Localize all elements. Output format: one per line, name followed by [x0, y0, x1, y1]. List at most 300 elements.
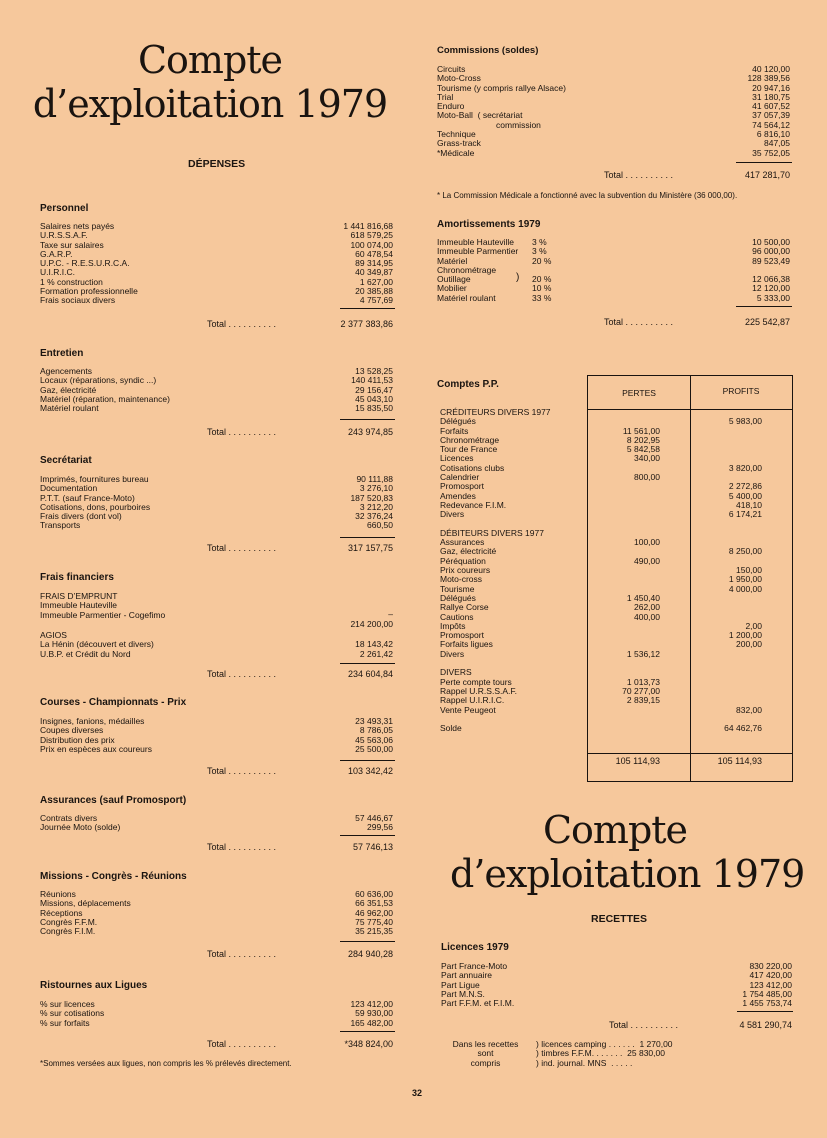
row-value: 140 411,53 — [351, 375, 393, 386]
row-label: Redevance F.I.M. — [440, 499, 507, 510]
row-label: Divers — [440, 509, 465, 520]
row-label: Part M.N.S. — [441, 988, 485, 999]
profits-cell: 1 200,00 — [728, 630, 762, 641]
row-label: Taxe sur salaires — [40, 239, 104, 250]
row-label: Contrats divers — [40, 813, 98, 823]
row-label: Matériel — [437, 255, 468, 266]
footnote: *Sommes versées aux ligues, non compris les % prélevés directement. — [40, 1059, 292, 1068]
row-label: Coupes diverses — [40, 725, 104, 736]
row-value: 29 156,47 — [355, 384, 393, 395]
row-value: 3 276,10 — [359, 483, 393, 494]
profits-cell: 6 174,21 — [728, 509, 762, 520]
row-value: 8 786,05 — [359, 725, 393, 736]
depenses-heading: DÉPENSES — [188, 158, 246, 170]
row-label: Congrès F.F.M. — [40, 916, 98, 927]
row-label: Gaz, électricité — [440, 546, 497, 557]
missions-total-label: Total . . . . . . . . . . — [207, 949, 277, 959]
row-label: Promosport — [440, 630, 484, 641]
licences-title: Licences 1979 — [441, 942, 509, 953]
profits-cell — [692, 427, 762, 436]
pertes-cell — [590, 501, 660, 510]
title2-line-2: d’exploitation 1979 — [450, 852, 805, 896]
row-value: 1 754 485,00 — [742, 988, 792, 999]
row-label: Technique — [437, 129, 476, 140]
row-label: Forfaits ligues — [440, 639, 493, 650]
pertes-cell: 340,00 — [634, 453, 660, 464]
row-label: Péréquation — [440, 555, 486, 566]
row-value: 20 385,88 — [355, 286, 393, 297]
row-label: Cautions — [440, 611, 474, 622]
row-value: 45 563,06 — [355, 734, 393, 745]
row-label: Immeuble Hauteville — [40, 600, 118, 611]
profits-cell: 2,00 — [745, 620, 762, 631]
profits-cell: 2 272,86 — [728, 481, 762, 492]
assurances-values — [300, 814, 393, 833]
profits-cell — [692, 603, 762, 612]
personnel-values — [300, 222, 393, 306]
row-value: 12 066,38 — [752, 274, 790, 285]
personnel-total: 2 377 383,86 — [340, 319, 393, 329]
licences-total-label: Total . . . . . . . . . . — [609, 1020, 679, 1030]
row-label: % sur forfaits — [40, 1017, 90, 1028]
row-label: Tourisme (y compris rallye Alsace) — [437, 82, 566, 93]
row-label: Rappel U.R.S.S.A.F. — [440, 685, 518, 696]
row-value: 6 816,10 — [756, 129, 790, 140]
column-divider — [690, 375, 691, 781]
pertes-header: PERTES — [622, 388, 656, 398]
divider — [340, 663, 395, 664]
row-value: 5 333,00 — [756, 292, 790, 303]
row-label: *Médicale — [437, 147, 475, 158]
licences-values — [700, 962, 792, 1008]
row-label: La Hénin (découvert et divers) — [40, 639, 154, 650]
comptes-pp-labels — [440, 408, 585, 733]
row-value: 32 376,24 — [355, 511, 393, 522]
row-label: P.T.T. (sauf France-Moto) — [40, 492, 135, 503]
row-value: 45 043,10 — [355, 393, 393, 404]
courses-title: Courses - Championnats - Prix — [40, 697, 187, 708]
row-label: Grass-track — [437, 138, 481, 149]
row-label: Réceptions — [40, 907, 83, 918]
row-label: DIVERS — [440, 667, 472, 678]
pertes-cell: 1 013,73 — [626, 676, 660, 687]
row-label: Tourisme — [440, 583, 475, 594]
row-label: U.P.C. - R.E.S.U.R.C.A. — [40, 258, 130, 269]
pertes-cell: 2 839,15 — [626, 695, 660, 706]
profits-cell: 8 250,00 — [728, 546, 762, 557]
row-label: Congrès F.I.M. — [40, 926, 96, 937]
licences-total: 4 581 290,74 — [739, 1020, 792, 1030]
row-value: 35 215,35 — [355, 926, 393, 937]
secretariat-title: Secrétariat — [40, 455, 92, 466]
missions-title: Missions - Congrès - Réunions — [40, 871, 187, 882]
row-value: 20 947,16 — [752, 82, 790, 93]
brace: ) — [516, 272, 520, 283]
row-label: Promosport — [440, 481, 484, 492]
profits-cell — [692, 668, 762, 677]
comptes-pp-title: Comptes P.P. — [437, 379, 499, 390]
row-value: 299,56 — [367, 822, 393, 833]
compris-details — [536, 1040, 716, 1068]
secretariat-labels — [40, 475, 320, 531]
row-value: 18 143,42 — [355, 639, 393, 650]
profits-cell — [692, 520, 762, 529]
row-value: – — [388, 609, 393, 620]
pertes-cell: 400,00 — [634, 611, 660, 622]
row-label: Prix coureurs — [440, 565, 491, 576]
row-label: Cotisations clubs — [440, 462, 505, 473]
row-label: Matériel (réparation, maintenance) — [40, 393, 170, 404]
row-label: Prix en espèces aux coureurs — [40, 743, 152, 754]
entretien-total: 243 974,85 — [347, 427, 393, 437]
courses-total: 103 342,42 — [347, 766, 393, 776]
row-label: Matériel roulant — [40, 403, 99, 414]
row-label: Chronométrage — [437, 264, 497, 275]
divider — [737, 1011, 793, 1012]
row-label: Tour de France — [440, 444, 498, 455]
row-value: 187 520,83 — [350, 492, 393, 503]
amortissements-title: Amortissements 1979 — [437, 219, 541, 230]
commissions-total-label: Total . . . . . . . . . . — [604, 170, 674, 180]
row-value: 74 564,12 — [752, 119, 790, 130]
row-label: Perte compte tours — [440, 676, 512, 687]
row-label: Documentation — [40, 483, 98, 494]
amortissements-rates — [532, 238, 572, 303]
row-label: G.A.R.P. — [40, 248, 73, 259]
courses-total-label: Total . . . . . . . . . . — [207, 766, 277, 776]
total-rule — [587, 753, 792, 754]
row-value: 89 314,95 — [355, 258, 393, 269]
profits-cell: 418,10 — [736, 499, 762, 510]
pertes-cell — [590, 520, 660, 529]
pertes-cell — [590, 715, 660, 724]
row-label: AGIOS — [40, 630, 67, 640]
personnel-title: Personnel — [40, 203, 89, 214]
divider — [736, 162, 792, 163]
row-value: 25 500,00 — [355, 743, 393, 754]
pertes-cell: 1 450,40 — [626, 592, 660, 603]
note-line: Dans les recettes — [452, 1039, 519, 1049]
personnel-total-label: Total . . . . . . . . . . — [207, 319, 277, 329]
divider — [736, 306, 792, 307]
profits-total: 105 114,93 — [717, 756, 762, 766]
pertes-cell: 100,00 — [634, 537, 660, 548]
secretariat-total-label: Total . . . . . . . . . . — [207, 543, 277, 553]
row-label: Locaux (réparations, syndic ...) — [40, 375, 157, 386]
row-value: 830 220,00 — [749, 961, 792, 971]
row-label: Gaz, électricité — [40, 384, 97, 395]
profits-cell — [692, 594, 762, 603]
profits-cell — [692, 687, 762, 696]
recettes-title-block — [450, 808, 805, 896]
row-rate: 33 % — [532, 292, 552, 303]
row-value: 60 478,54 — [355, 248, 393, 259]
row-value: 90 111,88 — [356, 474, 393, 484]
entretien-total-label: Total . . . . . . . . . . — [207, 427, 277, 437]
pertes-cell — [590, 622, 660, 631]
row-label: Solde — [440, 723, 462, 734]
profits-cell — [692, 436, 762, 445]
note-line: ) timbres F.F.M. . . . . . . 25 830,00 — [536, 1048, 665, 1059]
personnel-labels — [40, 222, 320, 306]
pertes-cell: 800,00 — [634, 472, 660, 483]
row-label: U.B.P. et Crédit du Nord — [40, 648, 131, 659]
pertes-cell — [590, 706, 660, 715]
commissions-labels — [437, 65, 697, 158]
pertes-cell — [590, 408, 660, 417]
row-label: Réunions — [40, 889, 76, 899]
row-label: Délégués — [440, 592, 476, 603]
ristournes-total: *348 824,00 — [344, 1039, 393, 1049]
row-rate: 20 % — [532, 274, 552, 285]
pertes-cell: 11 561,00 — [622, 425, 660, 436]
note-line: ) ind. journal. MNS . . . . . — [536, 1057, 633, 1068]
missions-total: 284 940,28 — [347, 949, 393, 959]
row-label: Part F.F.M. et F.I.M. — [441, 998, 515, 1009]
divider — [340, 760, 395, 761]
row-value: 10 500,00 — [752, 237, 790, 247]
row-label: Matériel roulant — [437, 292, 496, 303]
row-label: DÉBITEURS DIVERS 1977 — [440, 527, 544, 538]
entretien-title: Entretien — [40, 348, 84, 359]
row-value: 96 000,00 — [752, 246, 790, 257]
profits-cell: 4 000,00 — [728, 583, 762, 594]
row-value: 46 962,00 — [355, 907, 393, 918]
row-label: Délégués — [440, 416, 476, 427]
row-label: Calendrier — [440, 472, 480, 483]
commissions-values — [700, 65, 790, 158]
assurances-labels — [40, 814, 320, 833]
row-value: 847,05 — [764, 138, 790, 149]
row-value: 89 523,49 — [752, 255, 790, 266]
row-label: % sur licences — [40, 999, 95, 1009]
courses-labels — [40, 717, 320, 754]
agios-values — [300, 631, 393, 659]
row-label: Vente Peugeot — [440, 704, 496, 715]
row-rate: 20 % — [532, 255, 552, 266]
row-value: 59 930,00 — [355, 1008, 393, 1019]
row-rate: 3 % — [532, 246, 547, 257]
row-label: Agencements — [40, 366, 92, 376]
row-label: Imprimés, fournitures bureau — [40, 474, 149, 484]
row-label: U.I.R.I.C. — [40, 267, 75, 278]
commissions-note: * La Commission Médicale a fonctionné avec la subvention du Ministère (36 000,00). — [437, 191, 738, 200]
row-label: Immeuble Hauteville — [437, 237, 515, 247]
commissions-title: Commissions (soldes) — [437, 45, 539, 56]
amortissements-total-label: Total . . . . . . . . . . — [604, 317, 674, 327]
row-label: Frais divers (dont vol) — [40, 511, 122, 522]
pertes-cell — [590, 482, 660, 491]
financiers-title: Frais financiers — [40, 572, 114, 583]
dans-les-recettes — [448, 1040, 523, 1068]
pertes-cell — [590, 566, 660, 575]
profits-cell — [692, 650, 762, 659]
row-value: 13 528,25 — [355, 366, 393, 376]
row-label: Transports — [40, 520, 81, 531]
row-value: 23 493,31 — [355, 716, 393, 726]
pertes-cell — [590, 575, 660, 584]
row-label: Outillage — [437, 274, 471, 285]
ristournes-values — [300, 1000, 393, 1028]
row-label: Missions, déplacements — [40, 898, 131, 909]
row-label: Forfaits — [440, 425, 469, 436]
pertes-total: 105 114,93 — [615, 756, 660, 766]
pertes-cell — [590, 724, 660, 733]
row-label: Moto-cross — [440, 574, 483, 585]
courses-values — [300, 717, 393, 754]
title-line-2: d’exploitation 1979 — [32, 82, 388, 126]
assurances-title: Assurances (sauf Promosport) — [40, 795, 187, 806]
pertes-cell — [590, 510, 660, 519]
financiers-total: 234 604,84 — [347, 669, 393, 679]
title-line-1: Compte — [137, 38, 283, 82]
ristournes-total-label: Total . . . . . . . . . . — [207, 1039, 277, 1049]
row-label: Circuits — [437, 64, 466, 74]
row-label: commission — [437, 119, 541, 130]
row-value: 40 120,00 — [752, 64, 790, 74]
profits-values — [692, 408, 762, 733]
row-label: Part Ligue — [441, 979, 480, 990]
row-value: 2 261,42 — [359, 648, 393, 659]
row-label: Amendes — [440, 490, 476, 501]
note-line: sont — [477, 1048, 494, 1059]
divider — [340, 941, 395, 942]
row-rate: 10 % — [532, 283, 552, 294]
ristournes-labels — [40, 1000, 320, 1028]
profits-cell: 5 983,00 — [728, 416, 762, 427]
row-label: Moto-Cross — [437, 73, 481, 84]
row-label: % sur cotisations — [40, 1008, 105, 1019]
entretien-labels — [40, 367, 320, 413]
pertes-cell: 8 202,95 — [626, 434, 660, 445]
row-value: 57 446,67 — [355, 813, 393, 823]
row-label: Frais sociaux divers — [40, 295, 116, 306]
divider — [340, 835, 395, 836]
row-value: 417 420,00 — [749, 970, 792, 981]
ristournes-title: Ristournes aux Ligues — [40, 980, 148, 991]
row-label: Part annuaire — [441, 970, 493, 981]
row-label: Licences — [440, 453, 474, 464]
licences-labels — [441, 962, 701, 1008]
row-value: 75 775,40 — [355, 916, 393, 927]
agios-labels — [40, 631, 320, 659]
assurances-total: 57 746,13 — [352, 842, 393, 852]
row-label: CRÉDITEURS DIVERS 1977 — [440, 407, 551, 417]
profits-cell: 1 950,00 — [728, 574, 762, 585]
row-value: 37 057,39 — [752, 110, 790, 121]
profits-cell — [692, 445, 762, 454]
emprunt-values — [300, 601, 393, 629]
profits-cell: 200,00 — [736, 639, 762, 650]
profits-cell — [692, 659, 762, 668]
profits-header: PROFITS — [722, 386, 760, 396]
row-value: 12 120,00 — [752, 283, 790, 294]
row-label: Rallye Corse — [440, 602, 489, 613]
row-value: 4 757,69 — [359, 295, 393, 306]
row-rate: 3 % — [532, 237, 547, 247]
title2-line-1: Compte — [542, 808, 688, 852]
row-label: Insignes, fanions, médailles — [40, 716, 145, 726]
row-label: Chronométrage — [440, 434, 500, 445]
row-label: U.R.S.S.A.F. — [40, 230, 88, 241]
row-value: 618 579,25 — [350, 230, 393, 241]
row-value: 1 455 753,74 — [742, 998, 792, 1009]
divider — [340, 419, 395, 420]
amortissements-values — [700, 238, 790, 303]
row-label: Assurances — [440, 537, 485, 548]
pertes-cell: 1 536,12 — [626, 648, 660, 659]
row-label: Immeuble Parmentier - Cogefimo — [40, 609, 166, 620]
row-label: Rappel U.I.R.I.C. — [440, 695, 505, 706]
pertes-cell: 5 842,58 — [626, 444, 660, 455]
financiers-total-label: Total . . . . . . . . . . — [207, 669, 277, 679]
commissions-total: 417 281,70 — [744, 170, 790, 180]
row-value: 1 627,00 — [359, 276, 393, 287]
row-label: Journée Moto (solde) — [40, 822, 121, 833]
row-value: 128 389,56 — [747, 73, 790, 84]
amortissements-labels — [437, 238, 537, 303]
row-label: Distribution des prix — [40, 734, 115, 745]
pertes-cell — [590, 492, 660, 501]
row-label: Immeuble Parmentier — [437, 246, 519, 257]
note-line: compris — [470, 1057, 501, 1068]
row-value: 31 180,75 — [752, 91, 790, 102]
pertes-values — [590, 408, 660, 733]
row-value: 41 607,52 — [752, 101, 790, 112]
row-label: Moto-Ball ( secrétariat — [437, 110, 523, 121]
secretariat-total: 317 157,75 — [347, 543, 393, 553]
row-value: 165 482,00 — [350, 1017, 393, 1028]
page-title — [20, 38, 400, 126]
page-number: 32 — [412, 1088, 423, 1098]
entretien-values — [300, 367, 393, 413]
row-label: Part France-Moto — [441, 961, 508, 971]
row-value: 40 349,87 — [355, 267, 393, 278]
emprunt-labels — [40, 592, 320, 620]
amortissements-total: 225 542,87 — [744, 317, 790, 327]
secretariat-values — [300, 475, 393, 531]
missions-labels — [40, 890, 320, 936]
divider — [340, 308, 395, 309]
row-value: 123 412,00 — [749, 979, 792, 990]
missions-values — [300, 890, 393, 936]
row-value: 123 412,00 — [350, 999, 393, 1009]
row-value: 15 835,50 — [355, 403, 393, 414]
row-label: Salaires nets payés — [40, 221, 115, 231]
row-value: 66 351,53 — [355, 898, 393, 909]
row-label: Mobilier — [437, 283, 467, 294]
row-label: FRAIS D’EMPRUNT — [40, 591, 118, 601]
profits-cell — [692, 678, 762, 687]
row-value: 214 200,00 — [350, 618, 393, 629]
row-label: Trial — [437, 91, 454, 102]
row-label: Impôts — [440, 620, 466, 631]
row-value — [300, 601, 393, 610]
profits-cell: 3 820,00 — [728, 462, 762, 473]
row-label: Cotisations, dons, pourboires — [40, 501, 151, 512]
row-label: 1 % construction — [40, 276, 103, 287]
profits-cell — [692, 529, 762, 538]
profits-cell: 832,00 — [736, 704, 762, 715]
profits-cell: 150,00 — [736, 565, 762, 576]
divider — [340, 537, 395, 538]
assurances-total-label: Total . . . . . . . . . . — [207, 842, 277, 852]
row-value: 1 441 816,68 — [343, 221, 393, 231]
recettes-heading: RECETTES — [591, 913, 648, 925]
row-label: Divers — [440, 648, 465, 659]
pertes-cell: 262,00 — [634, 602, 660, 613]
row-value: 60 636,00 — [355, 889, 393, 899]
